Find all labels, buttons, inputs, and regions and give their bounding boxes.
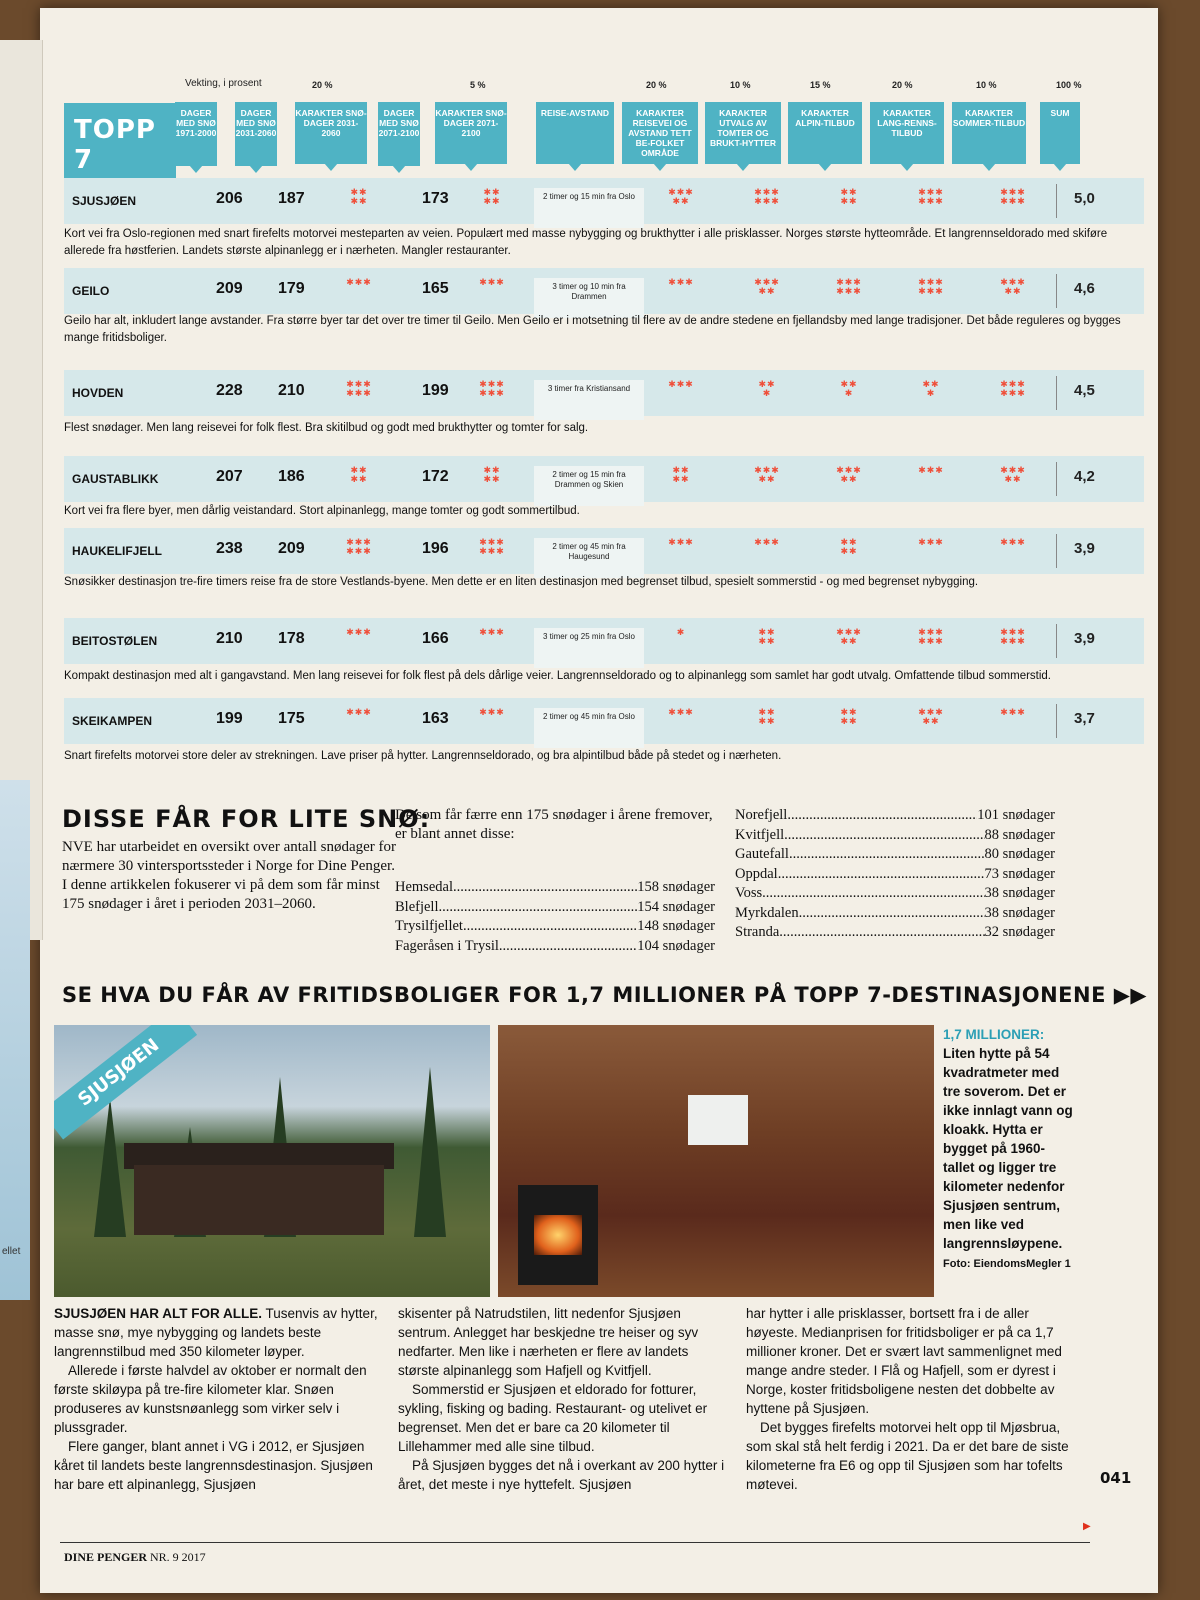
weight-snow-2071: 5 % [470, 80, 486, 90]
travel-time: 2 timer og 45 min fra Oslo [534, 708, 644, 748]
tree-shape [414, 1067, 446, 1237]
sum-score: 4,6 [1074, 280, 1095, 297]
travel-time: 2 timer og 15 min fra Oslo [534, 188, 644, 228]
snow-days-1971: 206 [216, 190, 243, 207]
grade-stars: ✱✱✱ ✱✱✱ [1000, 187, 1026, 206]
grade-stars: ✱✱✱ [668, 277, 694, 287]
grade-stars: ✱✱ ✱✱ [350, 465, 368, 484]
magazine-name: DINE PENGER [64, 1550, 148, 1564]
col-travel: REISE-AVSTAND [536, 102, 614, 164]
snow-days-2071: 199 [422, 382, 449, 399]
snow-days-2031: 210 [278, 382, 305, 399]
grade-stars: ✱✱✱ [346, 627, 372, 637]
table-row [64, 698, 1144, 744]
grade-stars: ✱✱✱ [479, 707, 505, 717]
col-grade-lots: KARAKTER UTVALG AV TOMTER OG BRUKT-HYTTER [705, 102, 781, 164]
grade-stars: ✱✱✱ [1000, 537, 1026, 547]
snow-days-2031: 186 [278, 468, 305, 485]
travel-time: 3 timer og 25 min fra Oslo [534, 628, 644, 668]
destination-description: Kort vei fra Oslo-regionen med snart firefelts motorvei mesteparten av veien. Populært med masse nybygging og brukthytter i alle prisklasser. Norges største hytteområde. Et langrennseldorado med skiføre allerede fra høstferien. Landets største alpinanlegg er i nærheten. Mangler restauranter. [64, 228, 1108, 257]
table-row [64, 370, 1144, 416]
snow-days-2031: 187 [278, 190, 305, 207]
snow-list-2 [735, 806, 1055, 943]
destination-name: GAUSTABLIKK [72, 472, 159, 486]
col-grade-alpine: KARAKTER ALPIN-TILBUD [788, 102, 862, 164]
table-row [64, 528, 1144, 574]
sum-score: 4,2 [1074, 468, 1095, 485]
list-item: Stranda ..... 32 snødager [735, 923, 1055, 943]
continue-arrow-icon: ▶ [1083, 1521, 1091, 1532]
paragraph: skisenter på Natrudstilen, litt nedenfor Sjusjøen sentrum. Anlegget har beskjedne tre heiser og syv nedfarter. Men like i nærheten er flere av landets største alpinanlegg som Hafjell og Kvitfjell. [398, 1306, 699, 1378]
destination-name: SKEIKAMPEN [72, 714, 153, 728]
sum-score: 4,5 [1074, 382, 1095, 399]
sum-divider [1056, 274, 1057, 308]
sum-score: 3,9 [1074, 630, 1095, 647]
sjusjoen-banner: SJUSJØEN [54, 1025, 197, 1140]
col-days-2071: DAGER MED SNØ 2071-2100 [378, 102, 420, 166]
sum-score: 5,0 [1074, 190, 1095, 207]
destination-description: Snart firefelts motorvei store deler av strekningen. Lave priser på hytter. Langrennseldorado, og bra alpintilbud både på stedet og i nærheten. [64, 750, 782, 762]
grade-stars: ✱✱✱ ✱✱✱ [1000, 379, 1026, 398]
grade-stars: ✱✱✱ [479, 277, 505, 287]
cabin-exterior-photo [54, 1025, 490, 1297]
grade-stars: ✱✱✱ ✱✱ [1000, 465, 1026, 484]
grade-stars: ✱✱✱ [918, 465, 944, 475]
sum-divider [1056, 462, 1057, 496]
destination-description: Kort vei fra flere byer, men dårlig veistandard. Stort alpinanlegg, mange tomter og godt sommertilbud. [64, 505, 580, 517]
grade-stars: ✱✱✱ ✱✱✱ [918, 627, 944, 646]
sum-divider [1056, 624, 1057, 658]
snow-days-2071: 173 [422, 190, 449, 207]
grade-stars: ✱✱ ✱✱ [672, 465, 690, 484]
cabin-interior-photo [498, 1025, 934, 1297]
table-row [64, 456, 1144, 502]
travel-time: 2 timer og 15 min fra Drammen og Skien [534, 466, 644, 506]
grade-stars: ✱✱ ✱✱ [350, 187, 368, 206]
col-grade-crosscountry: KARAKTER LANG-RENNS-TILBUD [870, 102, 944, 164]
col-grade-2031: KARAKTER SNØ-DAGER 2031-2060 [295, 102, 367, 164]
sum-score: 3,9 [1074, 540, 1095, 557]
lite-sno-title: DISSE FÅR FOR LITE SNØ: [62, 805, 431, 833]
weight-crosscountry: 20 % [892, 80, 913, 90]
topp-title: TOPP 7 [74, 115, 156, 175]
snow-days-2031: 175 [278, 710, 305, 727]
list-item: Voss ..... 38 snødager [735, 884, 1055, 904]
paragraph: Sommerstid er Sjusjøen et eldorado for fotturer, sykling, fisking og bading. Restaurant- og utelivet er begrenset. Men det er bare ca 20 kilometer til Lillehammer med alle sine tilbud. [398, 1382, 708, 1454]
list-item: Myrkdalen ..... 38 snødager [735, 904, 1055, 924]
paragraph: På Sjusjøen bygges det nå i overkant av 200 hytter i året, det meste i nye hyttefelt. Sjusjøen [398, 1458, 725, 1492]
tree-shape [94, 1097, 126, 1237]
grade-stars: ✱✱✱ ✱✱ [668, 187, 694, 206]
grade-stars: ✱✱✱ ✱✱✱ [918, 277, 944, 296]
caption-text: Liten hytte på 54 kvadratmeter med tre soverom. Det er ikke innlagt vann og kloakk. Hytta er bygget på 1960-tallet og ligger tre kilometer nedenfor Sjusjøen sentrum, men like ved langrennsløypene. [943, 1046, 1073, 1251]
snow-days-2071: 196 [422, 540, 449, 557]
grade-stars: ✱ [676, 627, 686, 637]
feature-headline: SE HVA DU FÅR AV FRITIDSBOLIGER FOR 1,7 MILLIONER PÅ TOPP 7-DESTINASJONENE ▶▶ [62, 983, 1148, 1007]
weighting-label: Vekting, i prosent [185, 78, 262, 89]
grade-stars: ✱✱✱ ✱✱ [836, 627, 862, 646]
grade-stars: ✱✱ ✱✱ [758, 707, 776, 726]
col-days-1971: DAGER MED SNØ 1971-2000 [175, 102, 217, 166]
destination-name: HOVDEN [72, 386, 124, 400]
destination-name: GEILO [72, 284, 110, 298]
destination-name: SJUSJØEN [72, 194, 137, 208]
fire [534, 1215, 582, 1255]
sum-divider [1056, 704, 1057, 738]
cabin [134, 1165, 384, 1235]
weight-travel: 20 % [646, 80, 667, 90]
weight-lots: 10 % [730, 80, 751, 90]
travel-time: 3 timer og 10 min fra Drammen [534, 278, 644, 318]
grade-stars: ✱✱✱ [668, 379, 694, 389]
grade-stars: ✱✱✱ ✱✱ [754, 465, 780, 484]
paragraph: Det bygges firefelts motorvei helt opp til Mjøsbrua, som skal stå helt ferdig i 2021. Da er det bare de siste kilometerne fra E6 og opp til Sjusjøen som har tofelts møtevei. [746, 1420, 1069, 1492]
article-col-1 [54, 1304, 384, 1494]
caption-credit: Foto: EiendomsMegler 1 [943, 1258, 1071, 1270]
destination-description: Kompakt destinasjon med alt i gangavstand. Men lang reisevei for folk flest på dels dårlige veier. Langrennseldorado og to alpinanlegg som samlet har godt utvalg. Omfattende tilbud sommerstid. [64, 670, 1052, 682]
grade-stars: ✱✱ ✱✱ [840, 187, 858, 206]
travel-time: 2 timer og 45 min fra Haugesund [534, 538, 644, 578]
grade-stars: ✱✱✱ ✱✱✱ [346, 379, 372, 398]
article-col-3 [746, 1304, 1076, 1494]
article-col-2 [398, 1304, 728, 1494]
list-item: Norefjell ..... 101 snødager [735, 806, 1055, 826]
table-row [64, 618, 1144, 664]
snow-days-2071: 165 [422, 280, 449, 297]
grade-stars: ✱✱✱ ✱✱ [754, 277, 780, 296]
paragraph: Tusenvis av hytter, masse snø, mye nybygging og landets beste langrennstilbud med 350 kilometer løyper. [54, 1306, 378, 1359]
destination-name: BEITOSTØLEN [72, 634, 158, 648]
table-header [40, 8, 1158, 198]
list-item: Kvitfjell ..... 88 snødager [735, 826, 1055, 846]
grade-stars: ✱✱✱ [754, 537, 780, 547]
table-row [64, 178, 1144, 224]
snow-days-2031: 209 [278, 540, 305, 557]
destination-description: Snøsikker destinasjon tre-fire timers reise fra de store Vestlands-byene. Men dette er en liten destinasjon med begrenset tilbud, spesielt sommerstid - og med begrenset nybygging. [64, 576, 979, 588]
list-item: Gautefall ..... 80 snødager [735, 845, 1055, 865]
snow-days-2071: 163 [422, 710, 449, 727]
paragraph: Flere ganger, blant annet i VG i 2012, er Sjusjøen kåret til landets beste langrennsdestinasjon. Sjusjøen har bare ett alpinanlegg, Sjusjøen [54, 1439, 373, 1492]
grade-stars: ✱✱✱ [668, 707, 694, 717]
paragraph: Allerede i første halvdel av oktober er normalt den første skiløypa på tre-fire kilometer klar. Snøen produseres av kunstsnøanlegg som virker selv i plussgrader. [54, 1363, 367, 1435]
grade-stars: ✱✱ ✱ [758, 379, 776, 398]
snow-days-2071: 166 [422, 630, 449, 647]
grade-stars: ✱✱✱ ✱✱ [1000, 277, 1026, 296]
grade-stars: ✱✱✱ ✱✱✱ [754, 187, 780, 206]
snow-days-1971: 228 [216, 382, 243, 399]
grade-stars: ✱✱✱ [346, 707, 372, 717]
caption-highlight: 1,7 MILLIONER: [943, 1027, 1045, 1042]
grade-stars: ✱✱ ✱ [840, 379, 858, 398]
grade-stars: ✱✱✱ ✱✱✱ [918, 187, 944, 206]
sum-divider [1056, 534, 1057, 568]
grade-stars: ✱✱✱ [346, 277, 372, 287]
magazine-page [40, 8, 1158, 1593]
sum-score: 3,7 [1074, 710, 1095, 727]
window [688, 1095, 748, 1145]
destination-description: Geilo har alt, inkludert lange avstander. Fra større byer tar det over tre timer til Geilo. Men Geilo er i motsetning til flere av de andre stedene en fjellandsby med lange tradisjoner. Det både reguleres og bygges mange fritidsboliger. [64, 315, 1121, 344]
grade-stars: ✱✱✱ ✱✱✱ [479, 537, 505, 556]
snow-days-1971: 210 [216, 630, 243, 647]
grade-stars: ✱✱ ✱✱ [483, 465, 501, 484]
grade-stars: ✱✱✱ ✱✱ [836, 465, 862, 484]
grade-stars: ✱✱ ✱✱ [483, 187, 501, 206]
list-item: Oppdal ..... 73 snødager [735, 865, 1055, 885]
travel-time: 3 timer fra Kristiansand [534, 380, 644, 420]
snow-days-2031: 178 [278, 630, 305, 647]
grade-stars: ✱✱✱ ✱✱ [918, 707, 944, 726]
paragraph: har hytter i alle prisklasser, bortsett fra i de aller høyeste. Medianprisen for fritidsboliger er på ca 1,7 millioner kroner. Det er svært lavt sammenlignet med mange andre steder. I Flå og Hafjell, som er dyrest i Norge, koster fritidsboligene nesten det dobbelte av hyttene på Sjusjøen. [746, 1306, 1062, 1416]
issue-number: NR. 9 2017 [150, 1550, 206, 1564]
grade-stars: ✱✱✱ [668, 537, 694, 547]
snow-days-1971: 238 [216, 540, 243, 557]
grade-stars: ✱✱ ✱✱ [840, 537, 858, 556]
col-days-2031: DAGER MED SNØ 2031-2060 [235, 102, 277, 166]
map-fragment [0, 780, 30, 1300]
snow-days-1971: 199 [216, 710, 243, 727]
snow-days-2071: 172 [422, 468, 449, 485]
grade-stars: ✱✱ ✱✱ [840, 707, 858, 726]
page-number: 041 [1100, 1469, 1132, 1487]
list-item: Fageråsen i Trysil ..... 104 snødager [395, 937, 715, 957]
grade-stars: ✱✱✱ [918, 537, 944, 547]
snow-days-1971: 207 [216, 468, 243, 485]
weight-alpine: 15 % [810, 80, 831, 90]
snow-list-1 [395, 878, 715, 956]
list-item: Blefjell ..... 154 snødager [395, 898, 715, 918]
photo-caption [943, 1025, 1073, 1274]
grade-stars: ✱✱✱ ✱✱✱ [836, 277, 862, 296]
grade-stars: ✱✱✱ ✱✱✱ [346, 537, 372, 556]
fewer-intro: De som får færre enn 175 snødager i årene fremover, er blant annet disse: [395, 807, 713, 842]
weight-sum: 100 % [1056, 80, 1082, 90]
destination-description: Flest snødager. Men lang reisevei for folk flest. Bra skitilbud og godt med brukthytter og tomter for salg. [64, 422, 589, 434]
table-row [64, 268, 1144, 314]
grade-stars: ✱✱ ✱ [922, 379, 940, 398]
footer-rule [60, 1542, 1090, 1543]
grade-stars: ✱✱✱ [1000, 707, 1026, 717]
list-item: Hemsedal ..... 158 snødager [395, 878, 715, 898]
map-label: ellet [2, 1246, 21, 1257]
destination-name: HAUKELIFJELL [72, 544, 162, 558]
sum-divider [1056, 376, 1057, 410]
article-lead: SJUSJØEN HAR ALT FOR ALLE. [54, 1306, 263, 1321]
grade-stars: ✱✱✱ ✱✱✱ [1000, 627, 1026, 646]
footer [64, 1550, 206, 1565]
grade-stars: ✱✱ ✱✱ [758, 627, 776, 646]
snow-days-1971: 209 [216, 280, 243, 297]
col-grade-2071: KARAKTER SNØ-DAGER 2071-2100 [435, 102, 507, 164]
weight-snow-2031: 20 % [312, 80, 333, 90]
list-item: Trysilfjellet ..... 148 snødager [395, 917, 715, 937]
col-grade-travel: KARAKTER REISEVEI OG AVSTAND TETT BE-FOLKET OMRÅDE [622, 102, 698, 164]
grade-stars: ✱✱✱ ✱✱✱ [479, 379, 505, 398]
grade-stars: ✱✱✱ [479, 627, 505, 637]
lite-sno-text: NVE har utarbeidet en oversikt over antall snødager for nærmere 30 vintersportssteder i Norge for Dine Penger. I denne artikkelen fokuserer vi på dem som får minst 175 snødager i året i perioden 2031–2060. [62, 839, 397, 912]
sum-divider [1056, 184, 1057, 218]
col-sum: SUM [1040, 102, 1080, 164]
weight-summer: 10 % [976, 80, 997, 90]
col-grade-summer: KARAKTER SOMMER-TILBUD [952, 102, 1026, 164]
snow-days-2031: 179 [278, 280, 305, 297]
